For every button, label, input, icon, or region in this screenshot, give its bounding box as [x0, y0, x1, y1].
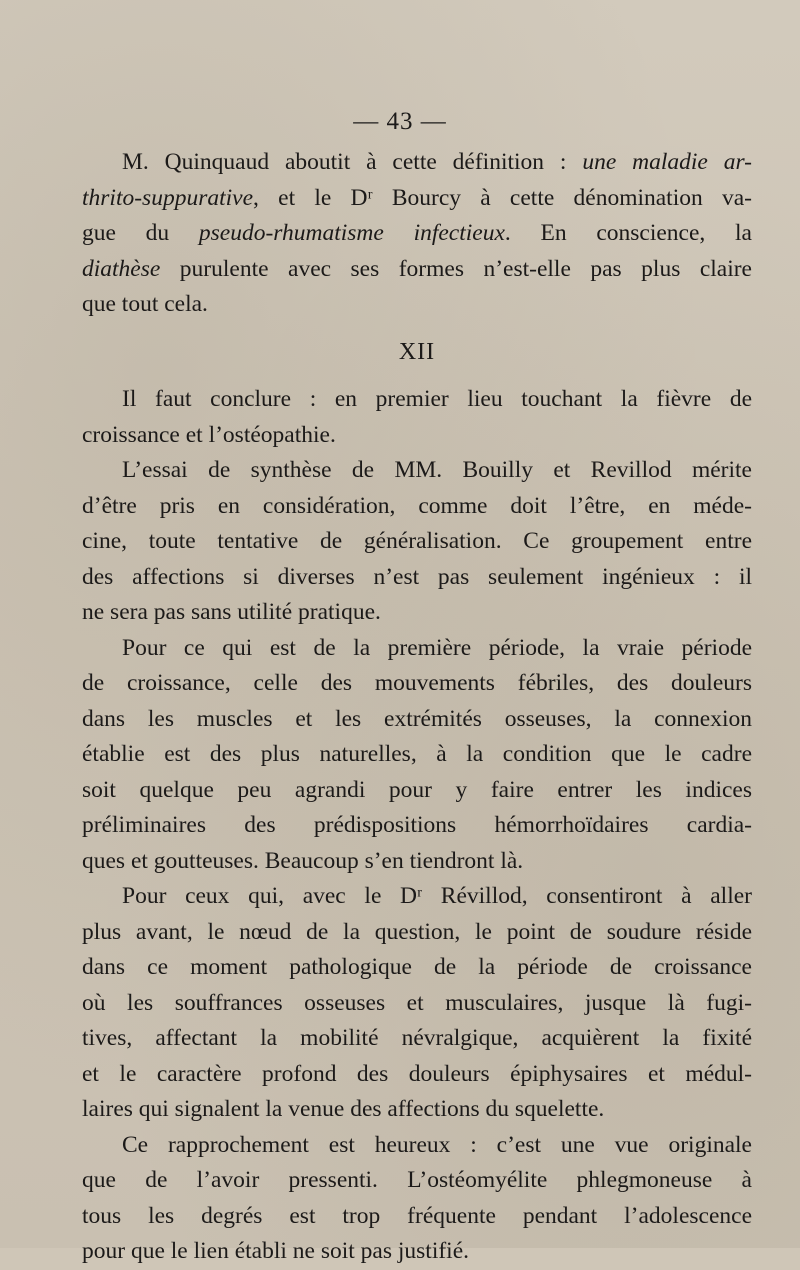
text-line: croissance et l’ostéopathie.	[82, 421, 336, 448]
paragraph	[82, 453, 752, 631]
text-line: dans ce moment pathologique de la période de croissance	[82, 954, 752, 980]
text-line: pour que le lien établi ne soit pas justifié.	[82, 1238, 470, 1264]
page-number: — 43 —	[353, 108, 447, 135]
text-line: M. Quinquaud aboutit à cette définition : une maladie ar-	[122, 149, 753, 175]
text-line: laires qui signalent la venue des affections du squelette.	[82, 1096, 605, 1122]
paragraph	[82, 1128, 752, 1270]
text-line: que de l’avoir pressenti. L’ostéomyélite phlegmoneuse à	[82, 1167, 752, 1193]
text-line: thrito-suppurative, et le Dʳ Bourcy à cette dénomination va-	[82, 184, 752, 211]
paragraph	[82, 382, 752, 453]
paragraph	[82, 879, 752, 1128]
text-line: de croissance, celle des mouvements fébriles, des douleurs	[82, 670, 752, 696]
text-line: Ce rapprochement est heureux : c’est une vue originale	[122, 1131, 752, 1158]
text-line: ques et goutteuses. Beaucoup s’en tiendront là.	[82, 847, 524, 874]
text-line: Pour ceux qui, avec le Dʳ Révillod, consentiront à aller	[122, 883, 752, 909]
text-line: tous les degrés est trop fréquente pendant l’adolescence	[82, 1202, 752, 1229]
text-line: diathèse purulente avec ses formes n’est-elle pas plus claire	[82, 255, 752, 282]
text-line: ne sera pas sans utilité pratique.	[82, 599, 381, 625]
text-line: dans les muscles et les extrémités osseuses, la connexion	[82, 705, 752, 732]
section-heading: XII	[398, 338, 436, 365]
text-line: préliminaires des prédispositions hémorrhoïdaires cardia-	[82, 812, 752, 838]
text-line: soit quelque peu agrandi pour y faire entrer les indices	[82, 776, 752, 803]
text-line: des affections si diverses n’est pas seulement ingénieux : il	[82, 563, 752, 590]
text-line: tives, affectant la mobilité névralgique, acquièrent la fixité	[82, 1025, 752, 1051]
text-line: où les souffrances osseuses et musculaires, jusque là fugi-	[82, 989, 752, 1016]
text-line: d’être pris en considération, comme doit l’être, en méde-	[82, 492, 752, 519]
text-line: que tout cela.	[82, 291, 208, 317]
text-line: gue du pseudo-rhumatisme infectieux. En conscience, la	[82, 220, 752, 246]
paragraph	[82, 631, 752, 880]
text-line: et le caractère profond des douleurs épiphysaires et médul-	[82, 1060, 752, 1087]
text-line: cine, toute tentative de généralisation. Ce groupement entre	[82, 528, 752, 554]
text-line: plus avant, le nœud de la question, le point de soudure réside	[82, 918, 752, 945]
text-line: Il faut conclure : en premier lieu touchant la fièvre de	[122, 386, 752, 412]
text-line: établie est des plus naturelles, à la condition que le cadre	[82, 741, 752, 767]
page-body	[82, 145, 752, 1270]
text-line: L’essai de synthèse de MM. Bouilly et Revillod mérite	[122, 457, 752, 483]
text-line: Pour ce qui est de la première période, la vraie période	[122, 634, 752, 661]
intro-paragraph	[82, 145, 752, 323]
